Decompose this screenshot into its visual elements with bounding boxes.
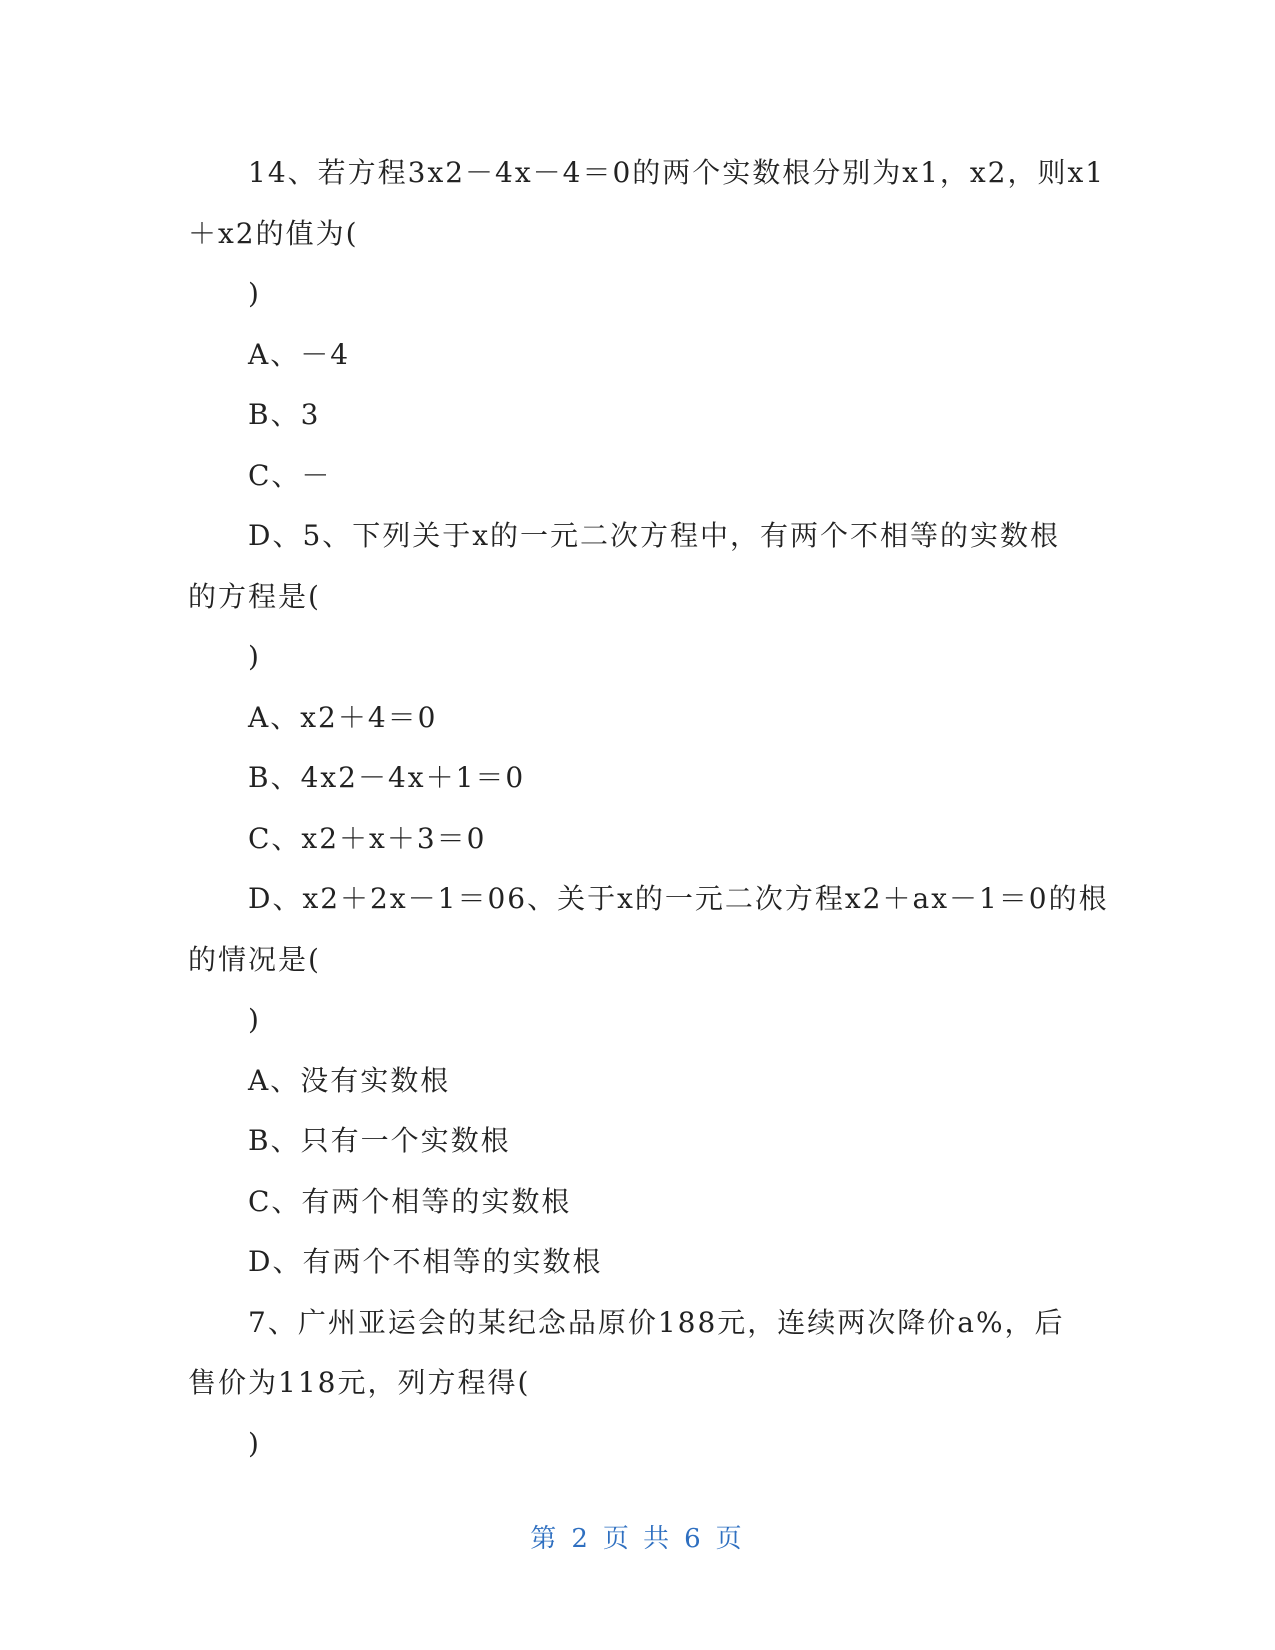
answer-paren: )	[248, 1003, 261, 1036]
option-a: A、x2＋4＝0	[248, 700, 438, 734]
option-c: C、－	[248, 458, 332, 492]
option-d: D、有两个不相等的实数根	[248, 1245, 603, 1278]
option-a: A、－4	[248, 337, 351, 371]
answer-paren: )	[248, 1426, 261, 1460]
option-b: B、只有一个实数根	[248, 1124, 511, 1157]
option-b: B、4x2－4x＋1＝0	[248, 761, 526, 794]
question-14-stem-continued: ＋x2的值为(	[188, 216, 359, 250]
option-d-question-6-stem: D、x2＋2x－1＝06、关于x的一元二次方程x2＋ax－1＝0的根	[248, 882, 1109, 915]
question-7-stem: 7、广州亚运会的某纪念品原价188元，连续两次降价a%，后	[248, 1305, 1065, 1339]
option-b: B、3	[248, 398, 321, 431]
footer-prefix: 第	[530, 1524, 560, 1554]
question-14-stem: 14、若方程3x2－4x－4＝0的两个实数根分别为x1，x2，则x1	[248, 156, 1106, 189]
question-7-stem-continued: 售价为118元，列方程得(	[188, 1366, 531, 1399]
option-c: C、有两个相等的实数根	[248, 1184, 572, 1218]
footer-page-number: 2	[571, 1524, 591, 1554]
page-footer	[0, 1518, 1275, 1555]
question-5-stem-continued: 的方程是(	[188, 579, 321, 613]
option-d-question-5-stem: D、5、下列关于x的一元二次方程中，有两个不相等的实数根	[248, 519, 1061, 552]
footer-middle: 页 共	[602, 1524, 673, 1554]
option-a: A、没有实数根	[248, 1063, 451, 1097]
answer-paren: )	[248, 277, 261, 310]
option-c: C、x2＋x＋3＝0	[248, 821, 487, 855]
question-6-stem-continued: 的情况是(	[188, 942, 321, 976]
answer-paren: )	[248, 640, 261, 673]
page-content	[188, 143, 1109, 1474]
footer-suffix: 页	[715, 1524, 745, 1554]
footer-total-pages: 6	[684, 1524, 704, 1554]
